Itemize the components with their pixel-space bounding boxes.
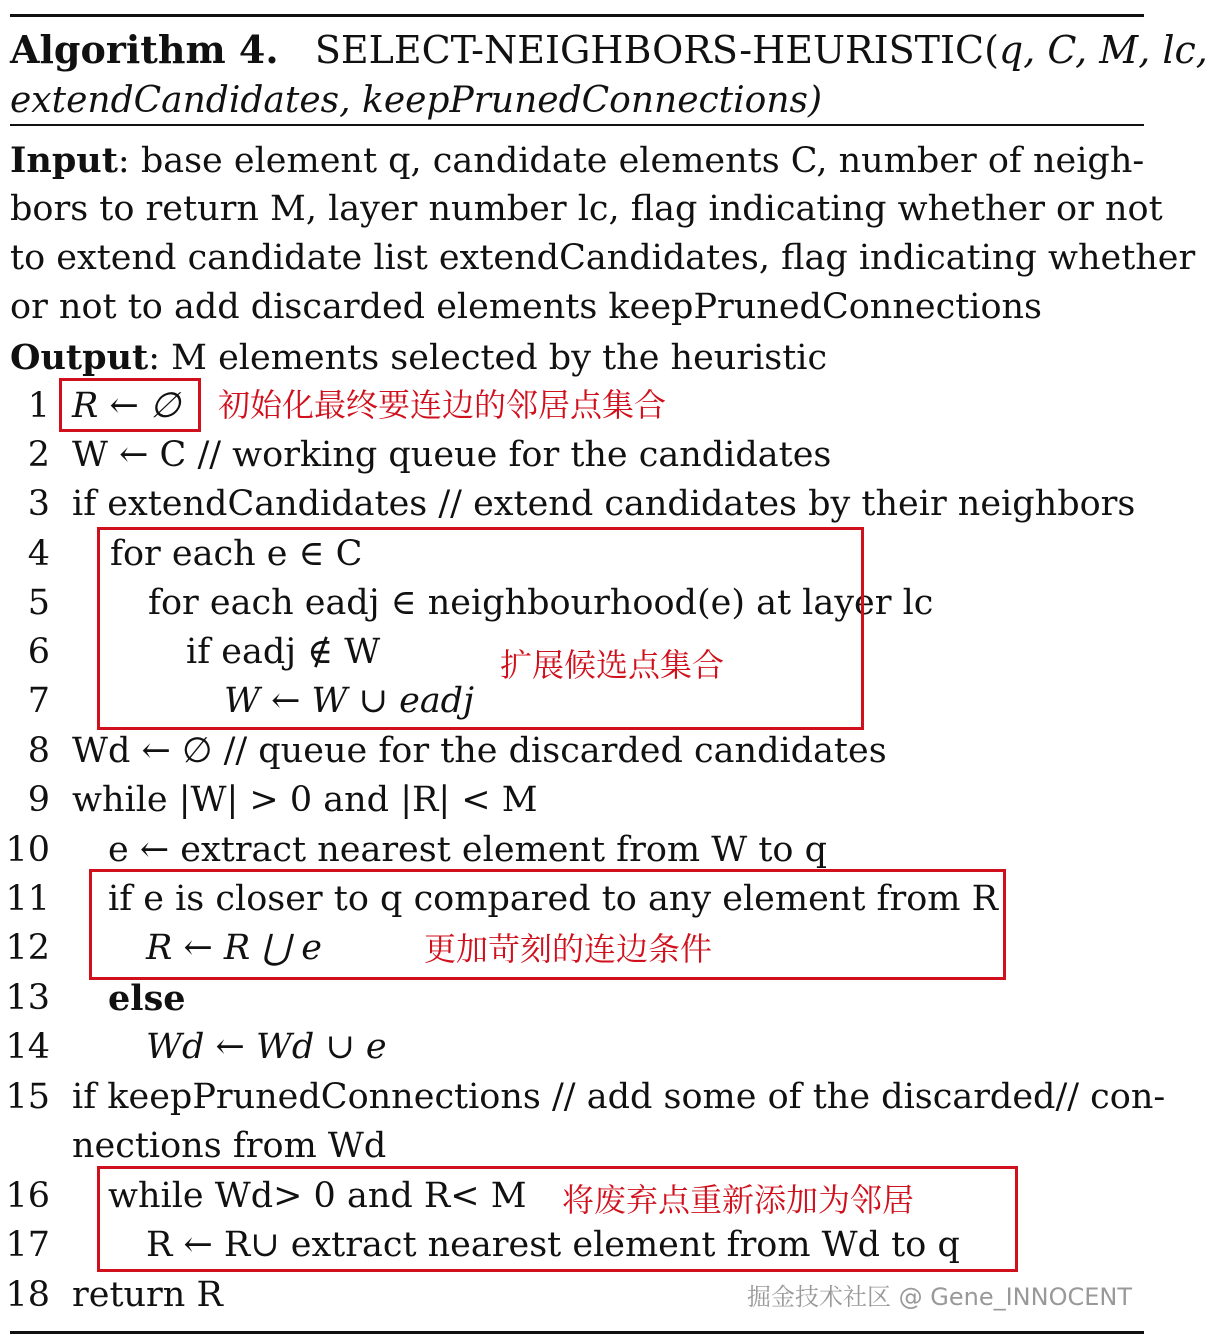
init-annotation: 初始化最终要连边的邻居点集合 [218, 386, 667, 424]
line-text: W ← C // working queue for the candidates [72, 435, 832, 475]
line-number: 14 [5, 1027, 50, 1067]
line-text: nections from Wd [72, 1126, 387, 1166]
line-number: 3 [27, 484, 50, 524]
line-text: while Wd> 0 and R< M [108, 1176, 527, 1216]
line-text: while |W| > 0 and |R| < M [72, 780, 538, 820]
line-text: if eadj ∉ W [186, 632, 381, 672]
line-text: for each e ∈ C [110, 534, 363, 574]
line-text: return R [72, 1275, 223, 1315]
line-number: 1 [27, 386, 50, 426]
line-number: 17 [5, 1225, 50, 1265]
line-text: for each eadj ∈ neighbourhood(e) at layer lc [148, 583, 934, 623]
line-text: else [108, 978, 186, 1019]
line-text: Wd ← ∅ // queue for the discarded candidates [72, 731, 887, 771]
line-text: if extendCandidates // extend candidates by their neighbors [72, 484, 1136, 524]
init-highlight-box [59, 378, 201, 432]
readd-annotation: 将废弃点重新添加为邻居 [562, 1181, 915, 1219]
line-number: 5 [27, 583, 50, 623]
output-label: Output [10, 337, 149, 378]
algorithm-args-2: extendCandidates, keepPrunedConnections) [10, 80, 823, 121]
input-label: Input [10, 140, 118, 181]
line-number: 12 [5, 928, 50, 968]
line-number: 4 [27, 534, 50, 574]
input-text: : base element q, candidate elements C, number of neigh- [117, 141, 1145, 181]
line-number: 10 [5, 830, 50, 870]
algorithm-args-1: q, C, M, lc, [998, 28, 1208, 72]
line-text: R ← ∅ [72, 386, 181, 426]
line-number: 2 [27, 435, 50, 475]
top-rule [10, 14, 1144, 17]
input-line-2: bors to return M, layer number lc, flag indicating whether or not [10, 189, 1163, 229]
extend-highlight-box [97, 527, 864, 730]
line-number: 11 [5, 879, 50, 919]
line-number: 6 [27, 632, 50, 672]
line-text: e ← extract nearest element from W to q [108, 830, 828, 870]
extend-annotation: 扩展候选点集合 [500, 646, 725, 684]
line-number: 18 [5, 1275, 50, 1315]
output-line [10, 333, 827, 383]
strict-annotation: 更加苛刻的连边条件 [424, 930, 713, 968]
input-line-3: to extend candidate list extendCandidates, flag indicating whether [10, 238, 1196, 278]
bottom-rule [10, 1331, 1144, 1334]
line-number: 9 [27, 780, 50, 820]
title-rule [10, 124, 1144, 126]
line-text: R ← R ⋃ e [146, 928, 322, 968]
line-text: if e is closer to q compared to any element from R [108, 879, 998, 919]
watermark: 掘金技术社区 @ Gene_INNOCENT [746, 1283, 1132, 1311]
line-text: if keepPrunedConnections // add some of the discarded// con- [72, 1077, 1166, 1117]
algorithm-title [10, 26, 1208, 74]
line-number: 15 [5, 1077, 50, 1117]
input-line-4: or not to add discarded elements keepPrunedConnections [10, 287, 1043, 327]
line-text: Wd ← Wd ∪ e [146, 1027, 387, 1067]
line-number: 13 [5, 978, 50, 1018]
algorithm-name: SELECT-NEIGHBORS-HEURISTIC( [314, 28, 999, 72]
line-text: R ← R∪ extract nearest element from Wd to q [146, 1225, 960, 1265]
output-text: : M elements selected by the heuristic [148, 338, 828, 378]
line-number: 16 [5, 1176, 50, 1216]
line-number: 7 [27, 681, 50, 721]
input-line-1 [10, 136, 1144, 186]
line-text: W ← W ∪ eadj [224, 681, 474, 721]
line-number: 8 [27, 731, 50, 771]
algorithm-label: Algorithm 4. [10, 27, 279, 72]
